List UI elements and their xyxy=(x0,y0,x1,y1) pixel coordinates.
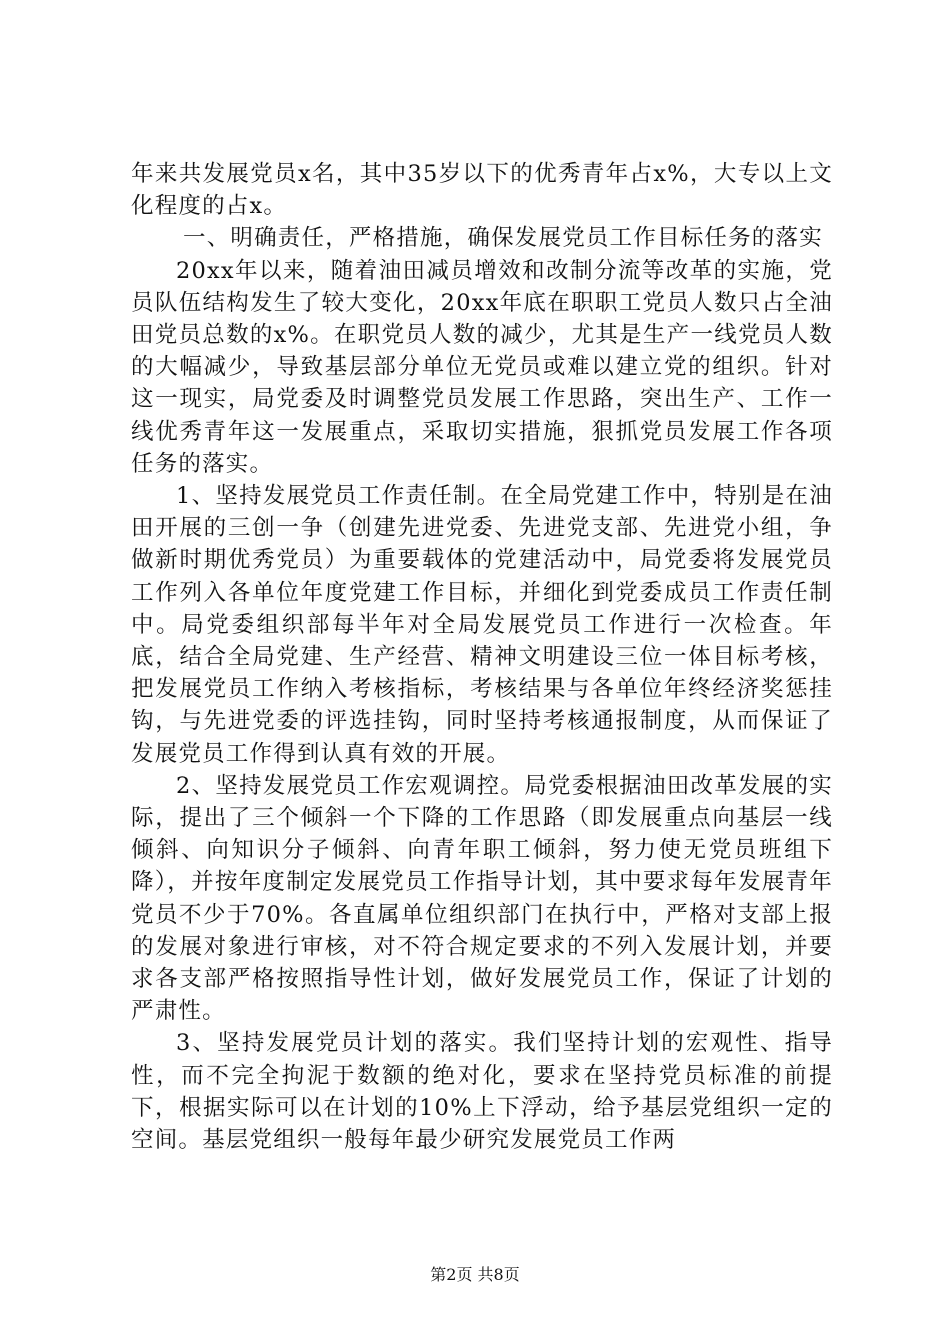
paragraph-intro: 20xx年以来，随着油田减员增效和改制分流等改革的实施，党员队伍结构发生了较大变化，20xx年底在职职工党员人数只占全油田党员总数的x%。在职党员人数的减少，尤其是生产一线党员人数的大幅减少，导致基层部分单位无党员或难以建立党的组织。针对这一现实，局党委及时调整党员发展工作思路，突出生产、工作一线优秀青年这一发展重点，采取切实措施，狠抓党员发展工作各项任务的落实。 xyxy=(131,257,833,477)
paragraph-item-2: 2、坚持发展党员工作宏观调控。局党委根据油田改革发展的实际，提出了三个倾斜一个下降的工作思路（即发展重点向基层一线倾斜、向知识分子倾斜、向青年职工倾斜，努力使无党员班组下降），并按年度制定发展党员工作指导计划，其中要求每年发展青年党员不少于70%。各直属单位组织部门在执行中，严格对支部上报的发展对象进行审核，对不符合规定要求的不列入发展计划，并要求各支部严格按照指导性计划，做好发展党员工作，保证了计划的严肃性。 xyxy=(131,772,833,1025)
section-heading: 一、明确责任，严格措施，确保发展党员工作目标任务的落实 xyxy=(183,225,823,252)
paragraph-continuation: 年来共发展党员x名，其中35岁以下的优秀青年占x%，大专以上文化程度的占x。 xyxy=(131,161,833,220)
paragraph-item-3: 3、坚持发展党员计划的落实。我们坚持计划的宏观性、指导性，而不完全拘泥于数额的绝对化，要求在坚持党员标准的前提下，根据实际可以在计划的10%上下浮动，给予基层党组织一定的空间。基层党组织一般每年最少研究发展党员工作两 xyxy=(131,1030,833,1154)
paragraph-item-1: 1、坚持发展党员工作责任制。在全局党建工作中，特别是在油田开展的三创一争（创建先进党委、先进党支部、先进党小组，争做新时期优秀党员）为重要载体的党建活动中，局党委将发展党员工作列入各单位年度党建工作目标，并细化到党委成员工作责任制中。局党委组织部每半年对全局发展党员工作进行一次检查。年底，结合全局党建、生产经营、精神文明建设三位一体目标考核，把发展党员工作纳入考核指标，考核结果与各单位年终经济奖惩挂钩，与先进党委的评选挂钩，同时坚持考核通报制度，从而保证了发展党员工作得到认真有效的开展。 xyxy=(131,483,833,767)
document-body xyxy=(131,158,833,1156)
page-number-footer: 第2页 共8页 xyxy=(430,1265,520,1284)
